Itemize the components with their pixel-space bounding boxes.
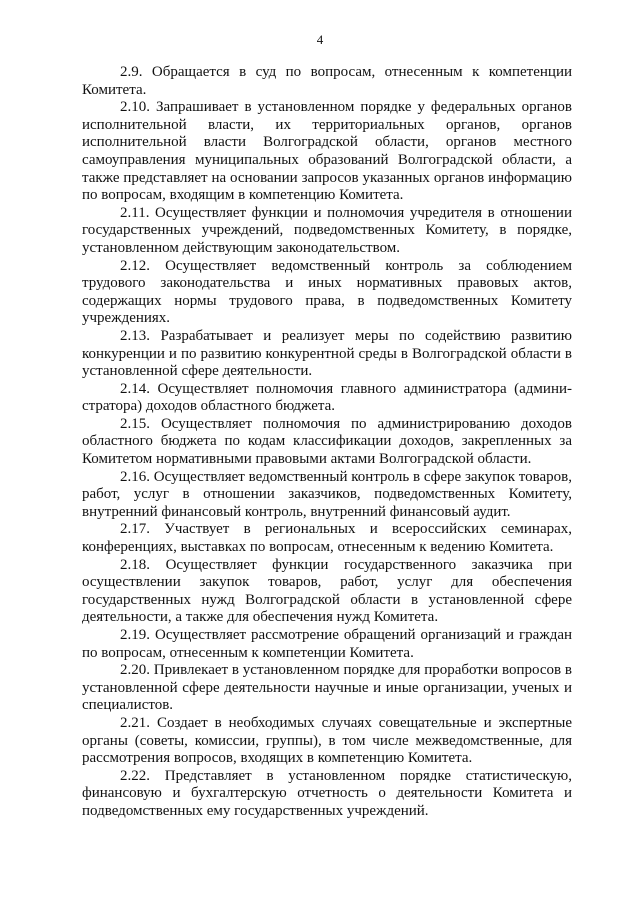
- clause-number: 2.21.: [120, 714, 150, 731]
- clause-text: Привлекает в установленном порядке для проработки вопросов в установленной сфере деятельности научные и иные организации, ученых и специалистов.: [82, 662, 572, 714]
- clause-number: 2.16.: [120, 468, 150, 485]
- clause-number: 2.22.: [120, 767, 150, 784]
- clause-text: Обращается в суд по вопросам, отнесенным к компетенции Комитета.: [82, 64, 573, 98]
- clause-text: Осуществляет рассмотрение обращений организаций и граждан по вопросам, отнесенным к компетенции Комитета.: [82, 627, 573, 661]
- clause-text: Разрабатывает и реализует меры по содействию развитию конкуренции и по развитию конкурентной среды в Волгоградской области в установленной сфере деятельности.: [82, 327, 572, 380]
- clause-list: [82, 64, 572, 821]
- clause-2-16: [82, 469, 572, 522]
- clause-2-17: [82, 521, 572, 556]
- clause-2-15: [82, 416, 572, 469]
- clause-text: Осуществляет функции и полномочия учредителя в отношении государственных учреждений, подведомственных Комитету, в порядке, установленном действующим законодательством.: [82, 204, 572, 256]
- clause-number: 2.15.: [120, 415, 150, 432]
- clause-number: 2.19.: [120, 627, 150, 643]
- clause-number: 2.12.: [120, 257, 150, 274]
- clause-text: Создает в необходимых случаях совещательные и экспертные органы (советы, комиссии, группы), в том числе межведомственные, для рассмотрения вопросов, входящих в компетенцию Комитета.: [82, 714, 572, 767]
- clause-text: Осуществляет ведомственный контроль за соблюдением трудового законодательства и иных нормативных правовых актов, содержащих нормы трудового права, в подведомственных Комитету учреждениях.: [82, 257, 572, 327]
- clause-number: 2.18.: [120, 556, 150, 573]
- clause-number: 2.20.: [120, 662, 150, 679]
- page-number: 4: [316, 32, 324, 47]
- clause-text: Осуществляет полномочия главного администратора (администратора) доходов областного бюджета.: [82, 380, 573, 415]
- clause-text: Участвует в региональных и всероссийских семинарах, конференциях, выставках по вопросам, отнесенным к ведению Комитета.: [82, 521, 573, 556]
- clause-2-18: [82, 557, 572, 627]
- clause-text: Осуществляет полномочия по администрированию доходов областного бюджета по кодам классификации доходов, закрепленных за Комитетом нормативными правовыми актами Волгоградской области.: [82, 415, 573, 468]
- clause-number: 2.17.: [120, 521, 150, 538]
- clause-2-20: [82, 662, 572, 715]
- clause-number: 2.13.: [120, 327, 150, 344]
- clause-number: 2.11.: [120, 204, 150, 221]
- clause-number: 2.14.: [120, 380, 150, 397]
- clause-text: Осуществляет ведомственный контроль в сфере закупок товаров, работ, услуг в отношении заказчиков, подведомственных Комитету, внутренний финансовый контроль, внутренний финансовый аудит.: [82, 468, 572, 520]
- clause-2-22: [82, 768, 572, 821]
- clause-text: Осуществляет функции государственного заказчика при осуществлении закупок товаров, работ, услуг для обеспечения государственных нужд Волгоградской области в установленной сфере деятельности, а также для обеспечения нужд Комитета.: [82, 556, 573, 626]
- clause-2-12: [82, 258, 572, 328]
- clause-text: Запрашивает в установленном порядке у федеральных органов исполнительной власти, их территориальных органов, органов исполнительной власти Волгоградской области, органов местного самоуправления муниципальных образований Волгоградской области, а также представляет на основании запросов указанных органов информацию по вопросам, входящим в компетенцию Комитета.: [82, 99, 573, 204]
- clause-2-14: [82, 381, 572, 416]
- clause-number: 2.9.: [120, 64, 143, 80]
- clause-2-10: [82, 99, 572, 205]
- clause-2-21: [82, 715, 572, 768]
- clause-2-13: [82, 328, 572, 381]
- clause-2-19: [82, 627, 572, 662]
- clause-2-9: [82, 64, 572, 99]
- clause-text: Представляет в установленном порядке статистическую, финансовую и бухгалтерскую отчетность о деятельности Комитета и подведомственных ему государственных учреждений.: [82, 767, 573, 819]
- clause-number: 2.10.: [120, 99, 150, 116]
- clause-2-11: [82, 205, 572, 258]
